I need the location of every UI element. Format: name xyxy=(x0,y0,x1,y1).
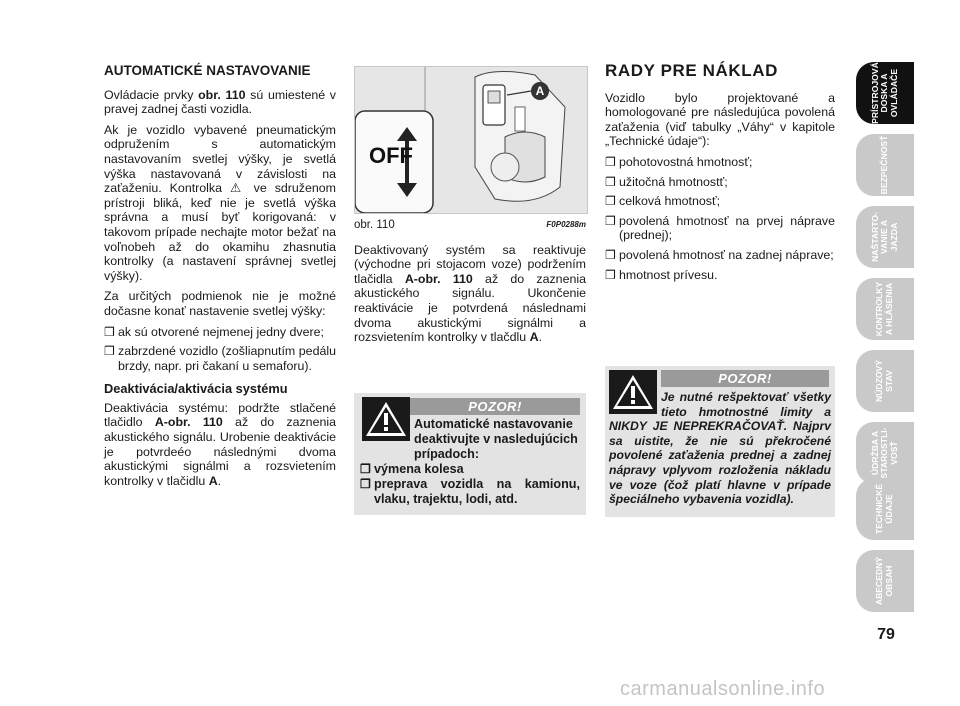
list-item-text: hmotnost prívesu. xyxy=(619,267,718,282)
figure-ref: A-obr. 110 xyxy=(404,271,473,286)
warning-text xyxy=(609,390,831,507)
sidebar-tab-label: BEZPEČNOSŤ xyxy=(879,135,890,195)
sidebar-tab-udrzba[interactable] xyxy=(856,422,914,484)
list-item-text: zabrzdené vozidlo (zošliapnutím pedálu brzdy, napr. pri čakaní u semaforu). xyxy=(118,344,336,373)
text: až do zaznenia akustického signálu. Urobenie deaktivácie je potvrdeéo následnými dvoma akustickými signálmi a rozsvietením kontrolky v tlačidlu xyxy=(104,415,336,488)
sidebar-tab-label: KONTROLKY A HLÁSENIA xyxy=(874,281,894,337)
figure-code: F0P0288m xyxy=(546,220,586,229)
paragraph: Ak je vozidlo vybavené pneumatickým odpružením s automatickým nastavovaním svetlej výšky, je svetlá výška nastavovaná v závislosti na zaťaženiu. Kontrolka ⚠ ve sdruženom prístroji bliká, keď nie je svetlá výška správna a musí byť korigovaná: v takovom prípade nechajte motor bežať na voľnobeh až do okamihu zhasnutia kontrolky (a nastavení správnej svetlej výšky). xyxy=(104,122,336,283)
paragraph xyxy=(104,88,336,117)
text: Deaktivovaný systém sa reaktivuje (východne pri stojacom voze) podržením tlačidla xyxy=(354,242,586,286)
sidebar-tab-abecedny-obsah[interactable] xyxy=(856,550,914,612)
text: Ovládacie prvky xyxy=(104,87,199,102)
sidebar-tab-bezpecnost[interactable] xyxy=(856,134,914,196)
paragraph xyxy=(354,243,586,345)
list-item xyxy=(605,214,835,243)
checkbox-bullet-icon: ❒ xyxy=(360,462,371,477)
list-item xyxy=(104,344,336,373)
list-item xyxy=(605,194,835,209)
warning-body: Je nutné rešpektovať všetky tieto hmotnostné limity a NIKDY JE NEPREKRAČOVAŤ. Najprv sa uistite, že nie sú překročené povolené zaťaženia prednej a zadnej nápravy vplyvom rozloženia nákladu ve voze (čož platí hlavne v prípade špeciálneho vybavenia vozidla). xyxy=(609,390,831,507)
button-ref: A xyxy=(208,473,218,488)
list-item-text: povolená hmotnosť na prvej náprave (prednej); xyxy=(619,213,835,243)
paragraph: Vozidlo bylo projektované a homologované pre následujúca povolená zaťaženia (viď tabulky „Váhy“ v kapitole „Technické údaje“): xyxy=(605,90,835,149)
page-number: 79 xyxy=(877,626,895,643)
checkbox-bullet-icon: ❒ xyxy=(605,194,616,209)
warning-intro: Automatické nastavovanie deaktivujte v nasledujúcich prípadoch: xyxy=(414,417,578,461)
list-item-text: celková hmotnosť; xyxy=(619,194,721,209)
sidebar-tab-kontrolky[interactable] xyxy=(856,278,914,340)
text: Deaktivácia systému: podržte stlačené tlačidlo xyxy=(104,400,336,430)
float-spacer xyxy=(609,390,661,418)
watermark: carmanualsonline.info xyxy=(620,678,826,700)
text: . xyxy=(217,473,222,488)
warning-tag: POZOR! xyxy=(661,370,829,387)
marker-a: A xyxy=(535,84,545,98)
sidebar-tab-label: NÚDZOVÝ STAV xyxy=(874,359,894,403)
button-ref: A xyxy=(529,330,539,345)
list-item-text: povolená hmotnosť na zadnej náprave; xyxy=(619,247,834,262)
sidebar-tab-nudzovy-stav[interactable] xyxy=(856,350,914,412)
checkbox-bullet-icon: ❒ xyxy=(360,477,371,492)
text: sú umiestené v pravej zadnej časti vozidla. xyxy=(104,87,336,117)
checkbox-bullet-icon: ❒ xyxy=(605,154,616,169)
list-item-text: preprava vozidla na kamionu, vlaku, trajektu, lodi, atd. xyxy=(374,477,580,506)
list-item xyxy=(360,462,580,477)
figure-110 xyxy=(354,66,588,214)
right-column xyxy=(605,61,835,287)
list-item xyxy=(360,477,580,507)
figure-caption-text: obr. 110 xyxy=(354,219,395,231)
section-title-load: RADY PRE NÁKLAD xyxy=(605,61,779,80)
list-item xyxy=(104,325,336,340)
figure-caption xyxy=(354,218,586,233)
paragraph: Za určitých podmienok nie je možné dočasne konať nastavenie svetlej výšky: xyxy=(104,289,336,318)
text: . xyxy=(538,330,543,345)
sidebar-tab-label: NAŠTARTO- VANIE A JAZDA xyxy=(869,212,899,262)
warning-box-auto-leveling xyxy=(354,393,586,515)
checkbox-bullet-icon: ❒ xyxy=(605,174,616,189)
sidebar-tab-pristrojova-doska[interactable] xyxy=(856,62,914,124)
text: až do zaznenia akustického signálu. Ukončenie reaktivácie je potvrdená následnami dvoma akustickými signálmi a rozsvietením kontrolky v tlačdlu xyxy=(354,271,586,345)
warning-box-load-limits xyxy=(605,366,835,517)
sidebar-tab-label: ÚDRŽBA A STAROSTLI- VOSŤ xyxy=(869,427,899,479)
list-item xyxy=(605,268,835,283)
paragraph xyxy=(104,401,336,489)
warning-text xyxy=(360,417,580,507)
switch-illustration xyxy=(355,67,587,213)
figure-ref: A-obr. 110 xyxy=(154,415,223,430)
checkbox-bullet-icon: ❒ xyxy=(104,344,115,359)
list-item-text: pohotovostná hmotnosť; xyxy=(619,154,753,169)
figure-ref: obr. 110 xyxy=(198,87,246,102)
list-item-text: užitočná hmotnostť; xyxy=(619,174,728,189)
sidebar-tab-technicke-udaje[interactable] xyxy=(856,478,914,540)
section-title-automatic: AUTOMATICKÉ NASTAVOVANIE xyxy=(104,63,311,78)
sidebar-tab-label: PRÍSTROJOVÁ DOSKA A OVLÁDAČE xyxy=(869,62,899,124)
subsection-title: Deaktivácia/aktivácia systému xyxy=(104,381,288,397)
checkbox-bullet-icon: ❒ xyxy=(104,324,115,339)
list-item-text: ak sú otvorené nejmenej jedny dvere; xyxy=(118,324,324,339)
list-item-text: výmena kolesa xyxy=(374,462,464,477)
list-item xyxy=(605,155,835,170)
checkbox-bullet-icon: ❒ xyxy=(605,247,616,262)
sidebar-tab-label: ABECEDNÝ OBSAH xyxy=(874,556,894,606)
list-item xyxy=(605,248,835,263)
sidebar-tab-nastartovanie[interactable] xyxy=(856,206,914,268)
sidebar-tab-label: TECHNICKÉ ÚDAJE xyxy=(874,483,894,535)
list-item xyxy=(605,175,835,190)
checkbox-bullet-icon: ❒ xyxy=(605,213,616,228)
off-label: OFF xyxy=(369,143,413,168)
warning-tag: POZOR! xyxy=(410,398,580,415)
left-column xyxy=(104,64,336,494)
middle-column xyxy=(354,66,586,351)
checkbox-bullet-icon: ❒ xyxy=(605,267,616,282)
